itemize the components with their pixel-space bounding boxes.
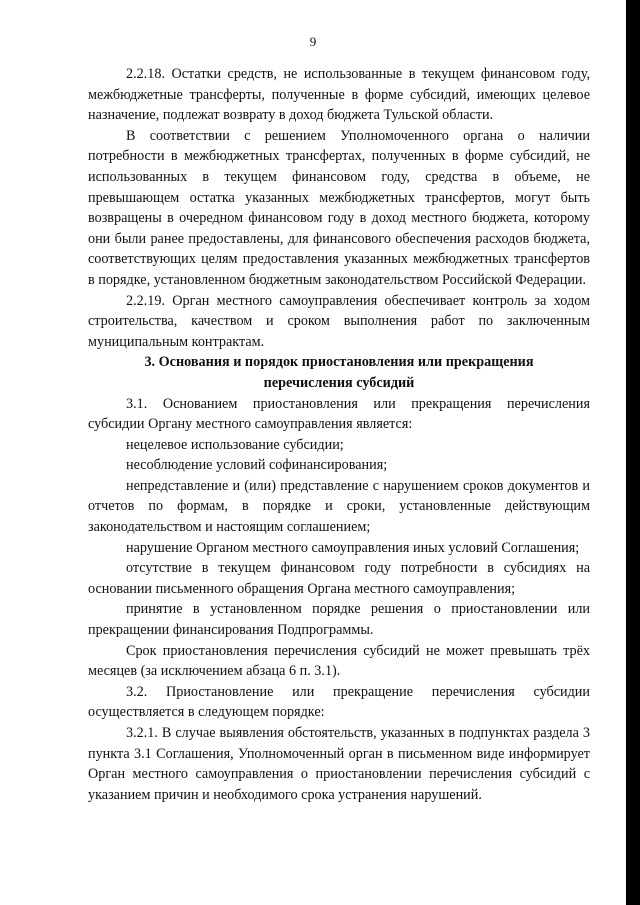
scan-edge-border (626, 0, 640, 905)
paragraph-2-2-19: 2.2.19. Орган местного самоуправления обеспечивает контроль за ходом строительства, качеством и сроком выполнения работ по заключенным муниципальным контрактам. (88, 292, 590, 350)
section-3-heading-line2: перечисления субсидий (263, 374, 415, 391)
section-3-heading (88, 352, 590, 393)
document-body (88, 64, 590, 805)
paragraph-return-funds: В соответствии с решением Уполномоченного органа о наличии потребности в межбюджетных трансфертах, полученных в форме субсидий, не использованных в текущем финансовом году, средства в объеме, не превышающем остатка указанных межбюджетных трансфертов, могут быть возвращены в очередном финансовом году в доход местного бюджета, которому они были ранее предоставлены, для финансового обеспечения расходов бюджета, соответствующих целям предоставления указанных межбюджетных трансфертов в порядке, установленном бюджетным законодательством Российской Федерации. (88, 127, 590, 288)
list-item-no-need: отсутствие в текущем финансовом году потребности в субсидиях на основании письменного обращения Органа местного самоуправления; (88, 560, 590, 597)
page-number: 9 (309, 34, 317, 49)
paragraph-3-1: 3.1. Основанием приостановления или прекращения перечисления субсидии Органу местного самоуправления является: (88, 395, 590, 433)
list-item-termination: принятие в установленном порядке решения о приостановлении или прекращении финансирования Подпрограммы. (88, 601, 590, 639)
list-item-violation: нарушение Органом местного самоуправления иных условий Соглашения; (126, 539, 580, 556)
paragraph-3-2: 3.2. Приостановление или прекращение перечисления субсидии осуществляется в следующем порядке: (88, 683, 590, 721)
paragraph-suspension-term: Срок приостановления перечисления субсидий не может превышать трёх месяцев (за исключением абзаца 6 п. 3.1). (88, 642, 590, 680)
list-item-reports: непредставление и (или) представление с нарушением сроков документов и отчетов по формам, в порядке и сроки, установленные действующим законодательством и настоящим соглашением; (88, 477, 590, 536)
list-item-cofinancing: несоблюдение условий софинансирования; (126, 457, 388, 474)
section-3-heading-line1: 3. Основания и порядок приостановления или прекращения (144, 354, 534, 371)
paragraph-2-2-18: 2.2.18. Остатки средств, не использованные в текущем финансовом году, межбюджетные трансферты, полученные в форме субсидий, имеющих целевое назначение, подлежат возврату в доход бюджета Тульской области. (88, 66, 590, 124)
paragraph-3-2-1: 3.2.1. В случае выявления обстоятельств, указанных в подпунктах раздела 3 пункта 3.1 Соглашения, Уполномоченный орган в письменном виде информирует Орган местного самоуправления о приостановлении перечисления субсидий с указанием причин и необходимого срока устранения нарушений. (88, 725, 590, 803)
list-item-misuse: нецелевое использование субсидии; (126, 436, 344, 453)
